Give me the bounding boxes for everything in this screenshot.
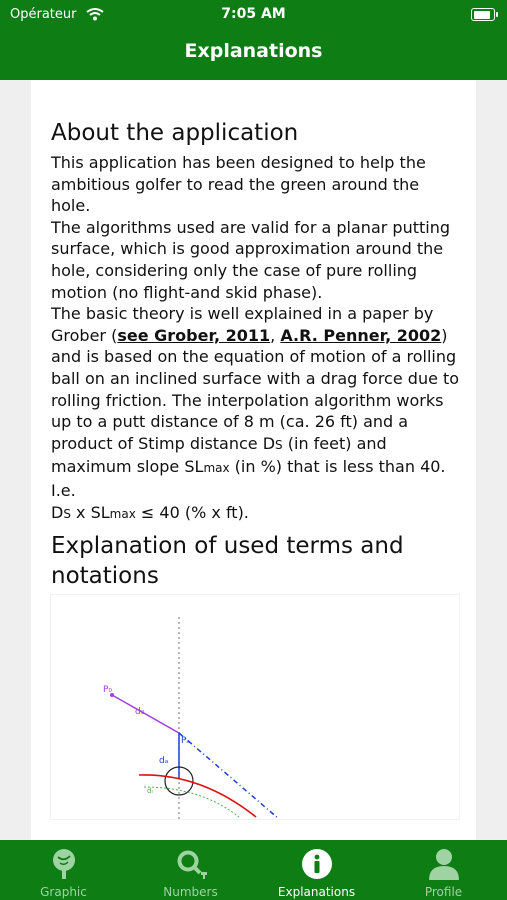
formula-d: D [51, 502, 64, 522]
status-bar [0, 0, 507, 30]
battery-icon [471, 8, 495, 21]
tab-label-explanations: Explanations [277, 885, 356, 899]
formula-subscript-s: S [63, 506, 71, 521]
aim-line-d0 [112, 695, 179, 733]
formula-rest: ≤ 40 (% x ft). [135, 502, 249, 522]
tab-graphic[interactable] [0, 840, 127, 900]
person-icon [428, 848, 460, 880]
tab-label-numbers: Numbers [163, 885, 218, 899]
blue-dashed-line [179, 733, 279, 819]
about-p3-subscript-s: S [275, 437, 283, 452]
tab-profile[interactable] [380, 840, 507, 900]
explanations-scroll-view[interactable] [31, 80, 476, 840]
formula-subscript-max: max [109, 506, 136, 521]
carrier-label: Opérateur [10, 7, 77, 22]
info-icon [301, 848, 333, 880]
terms-heading: Explanation of used terms and notations [51, 533, 404, 590]
label-da: dₐ [159, 756, 169, 766]
notation-diagram-svg [51, 595, 459, 819]
tab-numbers[interactable] [127, 840, 254, 900]
green-dashed-curve [144, 787, 239, 817]
formula-x-sl: x SL [70, 502, 110, 522]
label-p0: P₀ [103, 685, 113, 695]
about-heading: About the application [51, 120, 299, 146]
label-d0: d₀ [135, 707, 145, 717]
link-penner-2002[interactable]: A.R. Penner, 2002 [280, 325, 442, 345]
tab-label-profile: Profile [424, 885, 463, 899]
tab-bar [0, 840, 507, 900]
label-dr: dᵣ [147, 787, 154, 795]
label-pa: Pₐ [181, 736, 190, 746]
tab-explanations[interactable] [253, 840, 380, 900]
about-p3-text-d: (in %) that is less than 40. I.e. [51, 457, 446, 500]
golf-ball-on-tee-icon [48, 848, 80, 880]
about-p3-text-c: (in feet) and maximum slope SL [51, 433, 387, 477]
about-p2: The algorithms used are valid for a planar putting surface, which is good approximation around the hole, considering only the case of pure rolling motion (no flight-and skid phase). [51, 217, 450, 302]
about-p3-comma: , [270, 325, 281, 345]
about-p3-text-a: The basic theory is well explained in a paper by Grober ( [51, 304, 434, 345]
link-grober-2011[interactable]: see Grober, 2011 [117, 325, 271, 345]
formula [51, 502, 463, 526]
page-title: Explanations [184, 40, 323, 62]
ball-path-curve [139, 775, 256, 817]
about-paragraph [51, 152, 463, 525]
about-p1: This application has been designed to help the ambitious golfer to read the green around the hole. [51, 153, 426, 216]
about-p3-subscript-max: max [203, 461, 230, 476]
about-p3 [51, 303, 463, 501]
status-time: 7:05 AM [221, 6, 286, 22]
explanations-text [51, 118, 463, 591]
notation-diagram [50, 594, 460, 820]
numbers-search-icon [175, 848, 207, 880]
about-p3-text-b: ) and is based on the equation of motion of a rolling ball on an inclined surface with a drag force due to rolling friction. The interpolation algorithm works up to a putt distance of 8 m (ca. 26 ft) and a product of Stimp distance D [51, 325, 460, 453]
app-header [0, 0, 507, 80]
tab-label-graphic: Graphic [40, 885, 87, 899]
